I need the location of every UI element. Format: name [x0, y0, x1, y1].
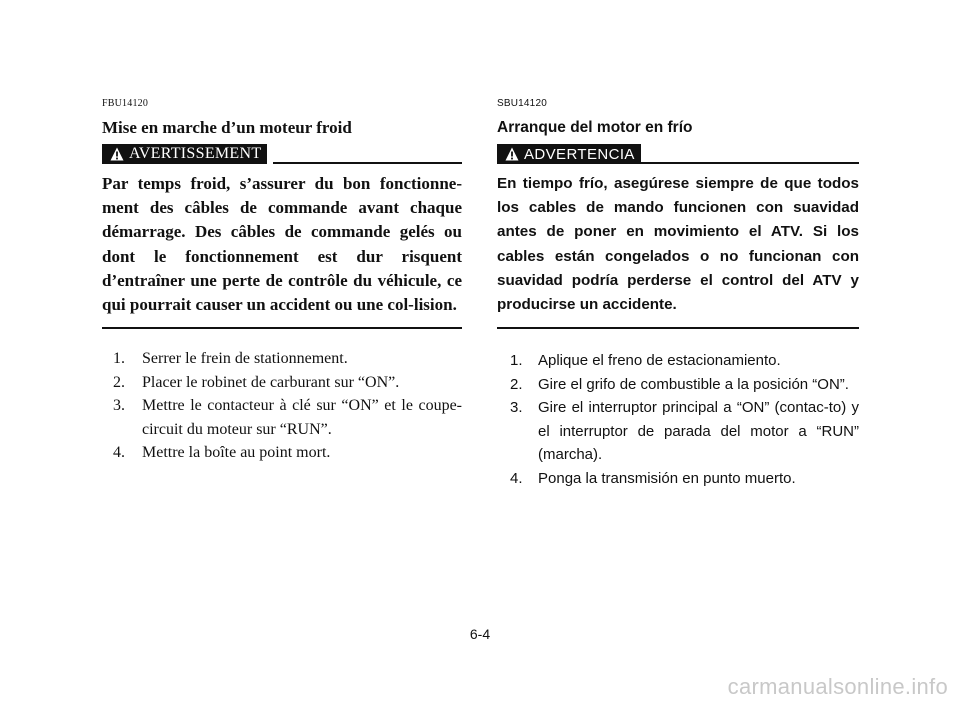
warning-label: ADVERTENCIA: [524, 145, 635, 163]
warning-badge: [497, 144, 641, 164]
list-item: [497, 349, 859, 373]
french-column: [102, 98, 462, 465]
spanish-column: [497, 98, 859, 490]
step-text: Placer le robinet de carburant sur “ON”.: [142, 373, 400, 391]
warning-header-rule: [273, 162, 462, 164]
step-number: 2.: [510, 375, 523, 393]
warning-header: [497, 144, 859, 164]
warning-text: En tiempo frío, asegúrese siempre de que todos los cables de mando funcionen con suavidad antes de poner en movimiento el ATV. Si los cables están congelados o no funcionan con suavidad podría perderse el control del ATV y producirse un accidente.: [497, 175, 859, 314]
step-number: 1.: [510, 352, 523, 370]
warning-triangle-icon: [110, 147, 124, 161]
step-text: Mettre le contacteur à clé sur “ON” et le coupe-circuit du moteur sur “RUN”.: [142, 397, 462, 438]
step-number: 2.: [113, 373, 125, 391]
warning-header-rule: [641, 162, 859, 164]
warning-end-rule: [497, 327, 859, 329]
step-number: 3.: [510, 399, 523, 417]
step-number: 3.: [113, 397, 125, 415]
steps-list: [102, 347, 462, 465]
section-code: SBU14120: [497, 98, 547, 109]
step-text: Serrer le frein de stationnement.: [142, 350, 348, 368]
step-text: Gire el interruptor principal a “ON” (contac-to) y el interruptor de parada del motor a “RUN” (marcha).: [538, 399, 859, 464]
list-item: [497, 396, 859, 467]
warning-triangle-icon: [505, 147, 519, 161]
step-text: Mettre la boîte au point mort.: [142, 444, 331, 462]
warning-header: [102, 144, 462, 164]
step-number: 4.: [113, 444, 125, 462]
warning-end-rule: [102, 327, 462, 329]
step-text: Gire el grifo de combustible a la posición “ON”.: [538, 375, 849, 393]
warning-badge: [102, 144, 267, 164]
section-title: Arranque del motor en frío: [497, 119, 693, 136]
page-number: 6-4: [469, 626, 491, 642]
list-item: [102, 347, 462, 371]
step-number: 1.: [113, 350, 125, 368]
list-item: [102, 371, 462, 395]
step-number: 4.: [510, 469, 523, 487]
watermark: carmanualsonline.info: [727, 674, 948, 699]
list-item: [497, 373, 859, 397]
list-item: [102, 441, 462, 465]
section-title: Mise en marche d’un moteur froid: [102, 118, 352, 137]
section-code: FBU14120: [102, 98, 149, 109]
list-item: [497, 467, 859, 491]
step-text: Aplique el freno de estacionamiento.: [538, 352, 781, 370]
steps-list: [497, 349, 859, 490]
step-text: Ponga la transmisión en punto muerto.: [538, 469, 796, 487]
warning-label: AVERTISSEMENT: [129, 145, 262, 162]
warning-text: Par temps froid, s’assurer du bon fonctionne-ment des câbles de commande avant chaque démarrage. Des câbles de commande gelés ou dont le fonctionnement est dur risquent d’entraîner une perte de contrôle du véhicule, ce qui pourrait causer un accident ou une col-lision.: [102, 174, 462, 315]
list-item: [102, 394, 462, 441]
